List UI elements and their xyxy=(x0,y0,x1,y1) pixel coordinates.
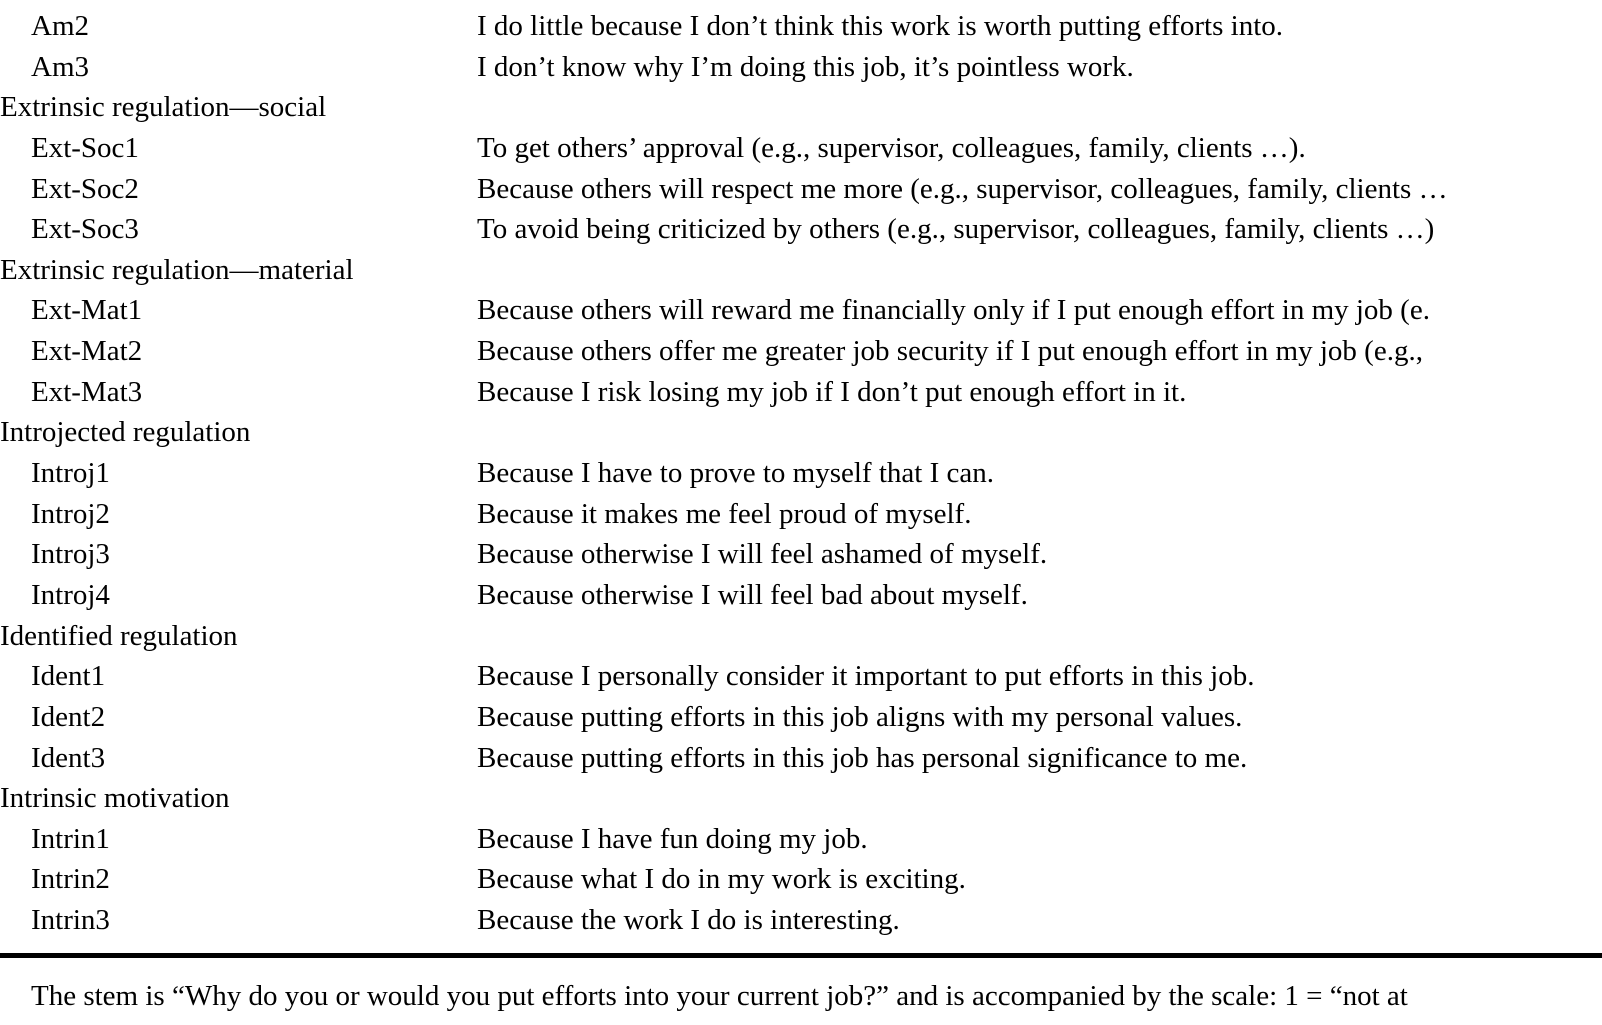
item-row xyxy=(0,900,1602,941)
item-text: Because I risk losing my job if I don’t put enough effort in it. xyxy=(477,375,1187,408)
category-label: Introjected regulation xyxy=(0,416,251,449)
category-label: Extrinsic regulation—social xyxy=(0,91,327,124)
item-text: I do little because I don’t think this work is worth putting efforts into. xyxy=(477,10,1283,42)
item-text: Because others will reward me financially only if I put enough effort in my job (e. xyxy=(477,294,1430,327)
item-text: Because I have fun doing my job. xyxy=(477,822,868,855)
item-row xyxy=(0,534,1602,575)
item-code: Ext-Mat1 xyxy=(31,294,143,327)
item-row xyxy=(0,575,1602,616)
category-row xyxy=(0,616,1602,657)
category-label: Intrinsic motivation xyxy=(0,782,230,815)
item-text: Because I have to prove to myself that I can. xyxy=(477,457,994,490)
item-row xyxy=(0,128,1602,169)
item-text: I don’t know why I’m doing this job, it’s pointless work. xyxy=(477,50,1134,83)
category-row xyxy=(0,87,1602,128)
item-row xyxy=(0,738,1602,779)
item-row xyxy=(0,331,1602,372)
category-label: Extrinsic regulation—material xyxy=(0,253,354,286)
item-code: Am2 xyxy=(31,10,89,42)
item-code: Introj1 xyxy=(31,457,110,490)
item-code: Introj4 xyxy=(31,578,110,611)
category-row xyxy=(0,412,1602,453)
item-code: Ident2 xyxy=(31,700,106,733)
item-row xyxy=(0,209,1602,250)
item-code: Ext-Soc1 xyxy=(31,131,139,164)
item-text: Because otherwise I will feel bad about myself. xyxy=(477,578,1028,611)
item-code: Introj2 xyxy=(31,497,110,530)
item-code: Ident3 xyxy=(31,741,106,774)
item-code: Intrin3 xyxy=(31,904,110,937)
scale-items-table xyxy=(0,6,1602,941)
item-row xyxy=(0,6,1602,47)
item-text: To get others’ approval (e.g., supervisor, colleagues, family, clients …). xyxy=(477,131,1306,164)
item-row xyxy=(0,47,1602,88)
item-text: Because the work I do is interesting. xyxy=(477,904,900,937)
item-text: Because it makes me feel proud of myself. xyxy=(477,497,972,530)
item-text: Because putting efforts in this job aligns with my personal values. xyxy=(477,700,1243,733)
item-row xyxy=(0,697,1602,738)
table-bottom-rule xyxy=(0,953,1602,958)
item-text: Because otherwise I will feel ashamed of myself. xyxy=(477,538,1048,571)
item-text: Because others will respect me more (e.g., supervisor, colleagues, family, clients … xyxy=(477,172,1448,205)
item-code: Ext-Soc3 xyxy=(31,213,139,246)
item-row xyxy=(0,372,1602,413)
item-code: Ext-Mat3 xyxy=(31,375,143,408)
item-row xyxy=(0,453,1602,494)
item-text: Because what I do in my work is exciting. xyxy=(477,863,966,896)
item-row xyxy=(0,169,1602,210)
item-code: Ident1 xyxy=(31,660,106,693)
table-footnote: The stem is “Why do you or would you put efforts into your current job?” and is accompanied by the scale: 1 = “not at xyxy=(31,980,1408,1012)
item-code: Intrin1 xyxy=(31,822,110,855)
item-text: To avoid being criticized by others (e.g., supervisor, colleagues, family, clients …) xyxy=(477,213,1435,246)
item-text: Because putting efforts in this job has personal significance to me. xyxy=(477,741,1248,774)
item-code: Introj3 xyxy=(31,538,110,571)
category-label: Identified regulation xyxy=(0,619,238,652)
item-text: Because I personally consider it important to put efforts in this job. xyxy=(477,660,1255,693)
category-row xyxy=(0,250,1602,291)
item-row xyxy=(0,859,1602,900)
category-row xyxy=(0,778,1602,819)
item-text: Because others offer me greater job security if I put enough effort in my job (e.g., xyxy=(477,335,1423,368)
item-code: Intrin2 xyxy=(31,863,110,896)
item-code: Am3 xyxy=(31,50,89,83)
item-row xyxy=(0,290,1602,331)
item-row xyxy=(0,656,1602,697)
item-code: Ext-Soc2 xyxy=(31,172,139,205)
item-row xyxy=(0,494,1602,535)
item-code: Ext-Mat2 xyxy=(31,335,143,368)
item-row xyxy=(0,819,1602,860)
